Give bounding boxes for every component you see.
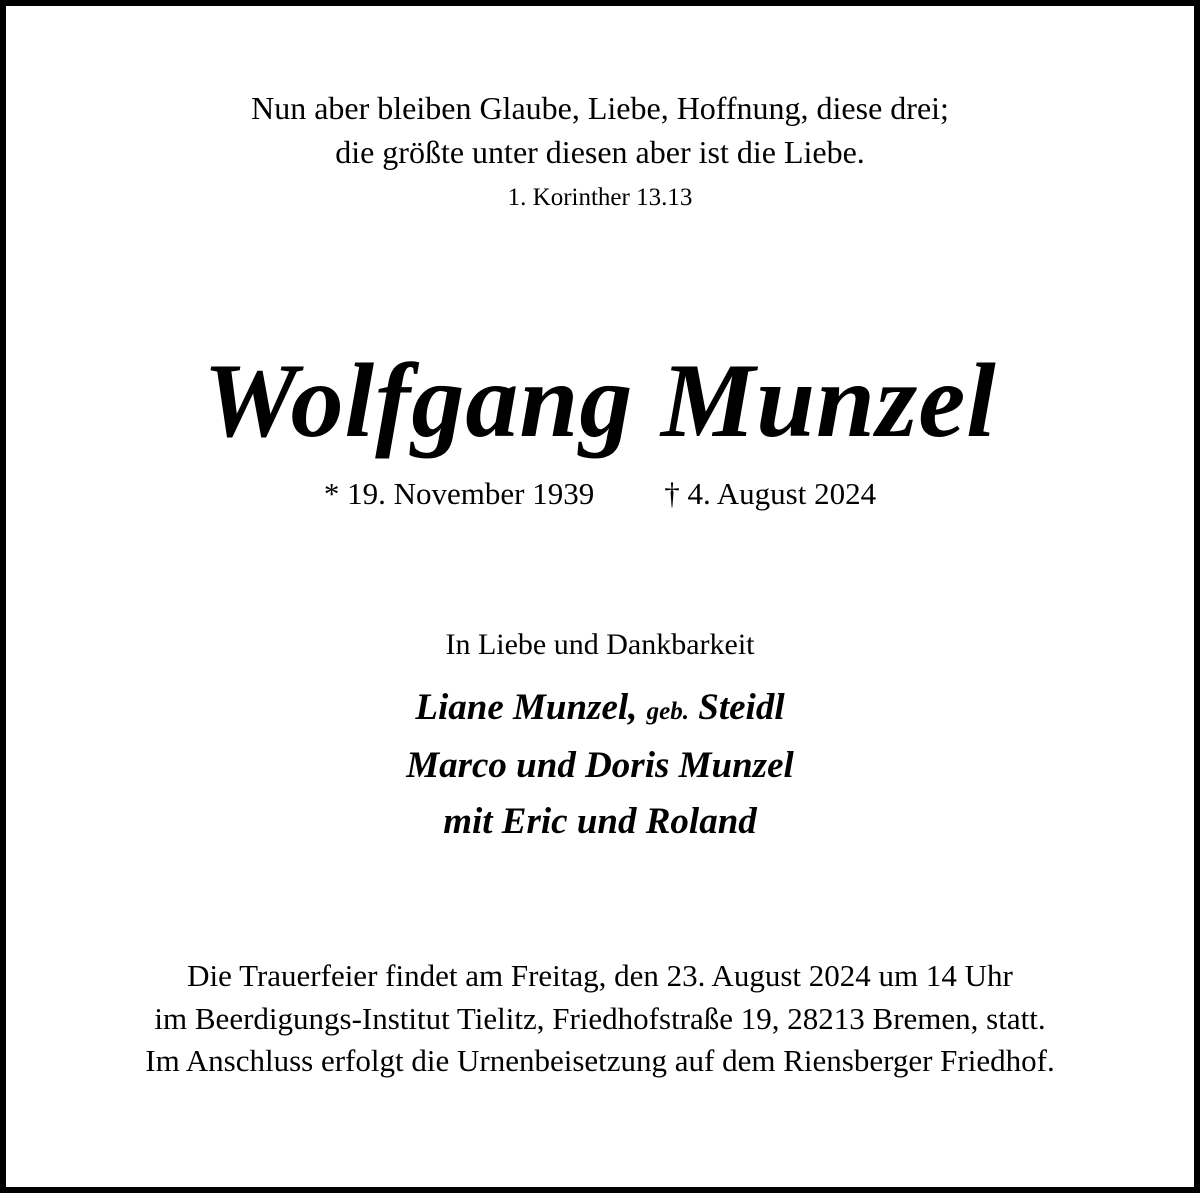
mourner-line-3: mit Eric und Roland	[443, 801, 757, 842]
bible-verse-reference: 1. Korinther 13.13	[507, 184, 693, 211]
service-info-line-2: im Beerdigungs-Institut Tielitz, Friedhofstraße 19, 28213 Bremen, statt.	[154, 1001, 1046, 1036]
death-date: † 4. August 2024	[664, 476, 877, 511]
bible-verse-line-1: Nun aber bleiben Glaube, Liebe, Hoffnung, diese drei;	[251, 90, 949, 126]
tribute-line: In Liebe und Dankbarkeit	[445, 628, 755, 661]
service-info-line-1: Die Trauerfeier findet am Freitag, den 23. August 2024 um 14 Uhr	[187, 958, 1013, 993]
bible-verse-line-2: die größte unter diesen aber ist die Liebe.	[335, 134, 865, 170]
service-info-line-3: Im Anschluss erfolgt die Urnenbeisetzung auf dem Riensberger Friedhof.	[145, 1043, 1055, 1078]
maiden-name: Steidl	[698, 687, 785, 728]
mourner-name: Liane Munzel,	[415, 687, 638, 728]
nee-label: geb.	[646, 698, 690, 725]
deceased-name: Wolfgang Munzel	[203, 342, 997, 459]
life-dates	[6, 472, 1194, 516]
mourner-line-1	[6, 683, 1194, 737]
mourner-line-2: Marco und Doris Munzel	[406, 745, 794, 786]
birth-date: * 19. November 1939	[323, 476, 595, 511]
